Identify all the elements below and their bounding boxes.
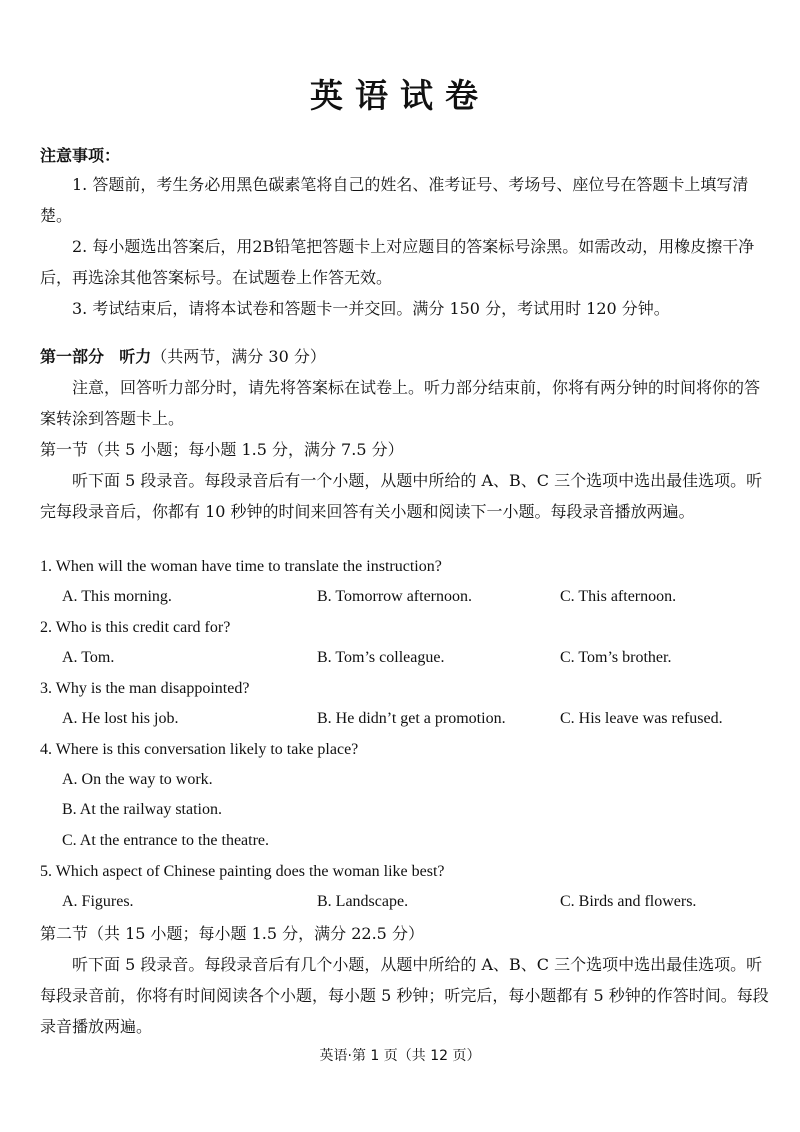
section1-heading: 第一节（共 5 小题；每小题 1.5 分，满分 7.5 分）: [40, 440, 404, 459]
page-footer: 英语·第 1 页（共 12 页）: [319, 1048, 481, 1064]
option-c: C. Birds and flowers.: [560, 893, 697, 910]
part1-title: 听力: [119, 347, 152, 366]
option-a: A. Figures.: [62, 893, 134, 910]
part1-label: 第一部分: [40, 347, 105, 366]
option-b: B. Tom’s colleague.: [317, 649, 445, 666]
question-3: 3. Why is the man disappointed?: [40, 680, 250, 697]
option-b: B. He didn’t get a promotion.: [317, 710, 506, 727]
part1-instruction: 注意，回答听力部分时，请先将答案标在试卷上。听力部分结束前，你将有两分钟的时间将你的答案转涂到答题卡上。: [40, 378, 761, 428]
question-1: 1. When will the woman have time to translate the instruction?: [40, 558, 442, 575]
question-4-option-c: C. At the entrance to the theatre.: [62, 832, 270, 849]
notice-item-1: 1. 答题前，考生务必用黑色碳素笔将自己的姓名、准考证号、考场号、座位号在答题卡上填写清楚。: [40, 175, 749, 225]
option-b: B. Landscape.: [317, 893, 409, 910]
question-4-option-b: B. At the railway station.: [62, 801, 222, 818]
notice-heading: 注意事项：: [40, 146, 121, 165]
question-2: 2. Who is this credit card for?: [40, 619, 231, 636]
question-3-options: [62, 707, 782, 731]
question-4: 4. Where is this conversation likely to take place?: [40, 741, 359, 758]
option-a: A. He lost his job.: [62, 710, 179, 727]
option-a: A. This morning.: [62, 588, 172, 605]
section1-instruction: 听下面 5 段录音。每段录音后有一个小题，从题中所给的 A、B、C 三个选项中选出最佳选项。听完每段录音后，你都有 10 秒钟的时间来回答有关小题和阅读下一小题。每段录音播放两遍。: [40, 471, 763, 521]
option-c: C. His leave was refused.: [560, 710, 723, 727]
option-c: C. Tom’s brother.: [560, 649, 672, 666]
question-2-options: [62, 646, 782, 670]
page-title: 英语试卷: [310, 76, 490, 115]
option-a: A. Tom.: [62, 649, 115, 666]
section2-instruction: 听下面 5 段录音。每段录音后有几个小题，从题中所给的 A、B、C 三个选项中选出最佳选项。听每段录音前，你将有时间阅读各个小题，每小题 5 秒钟；听完后，每小题都有 5 秒钟的作答时间。每段录音播放两遍。: [40, 955, 769, 1036]
section2-heading: 第二节（共 15 小题；每小题 1.5 分，满分 22.5 分）: [40, 924, 424, 943]
notice-item-2: 2. 每小题选出答案后，用2B铅笔把答题卡上对应题目的答案标号涂黑。如需改动，用橡皮擦干净后，再选涂其他答案标号。在试题卷上作答无效。: [40, 237, 755, 287]
option-c: C. This afternoon.: [560, 588, 677, 605]
option-b: B. Tomorrow afternoon.: [317, 588, 472, 605]
question-1-options: [62, 585, 782, 609]
question-5-options: [62, 890, 782, 914]
question-5: 5. Which aspect of Chinese painting does the woman like best?: [40, 863, 445, 880]
notice-item-3: 3. 考试结束后，请将本试卷和答题卡一并交回。满分 150 分，考试用时 120 分钟。: [72, 299, 670, 318]
part1-heading: [40, 341, 770, 372]
part1-info: （共两节，满分 30 分）: [151, 347, 326, 366]
question-4-option-a: A. On the way to work.: [62, 771, 213, 788]
